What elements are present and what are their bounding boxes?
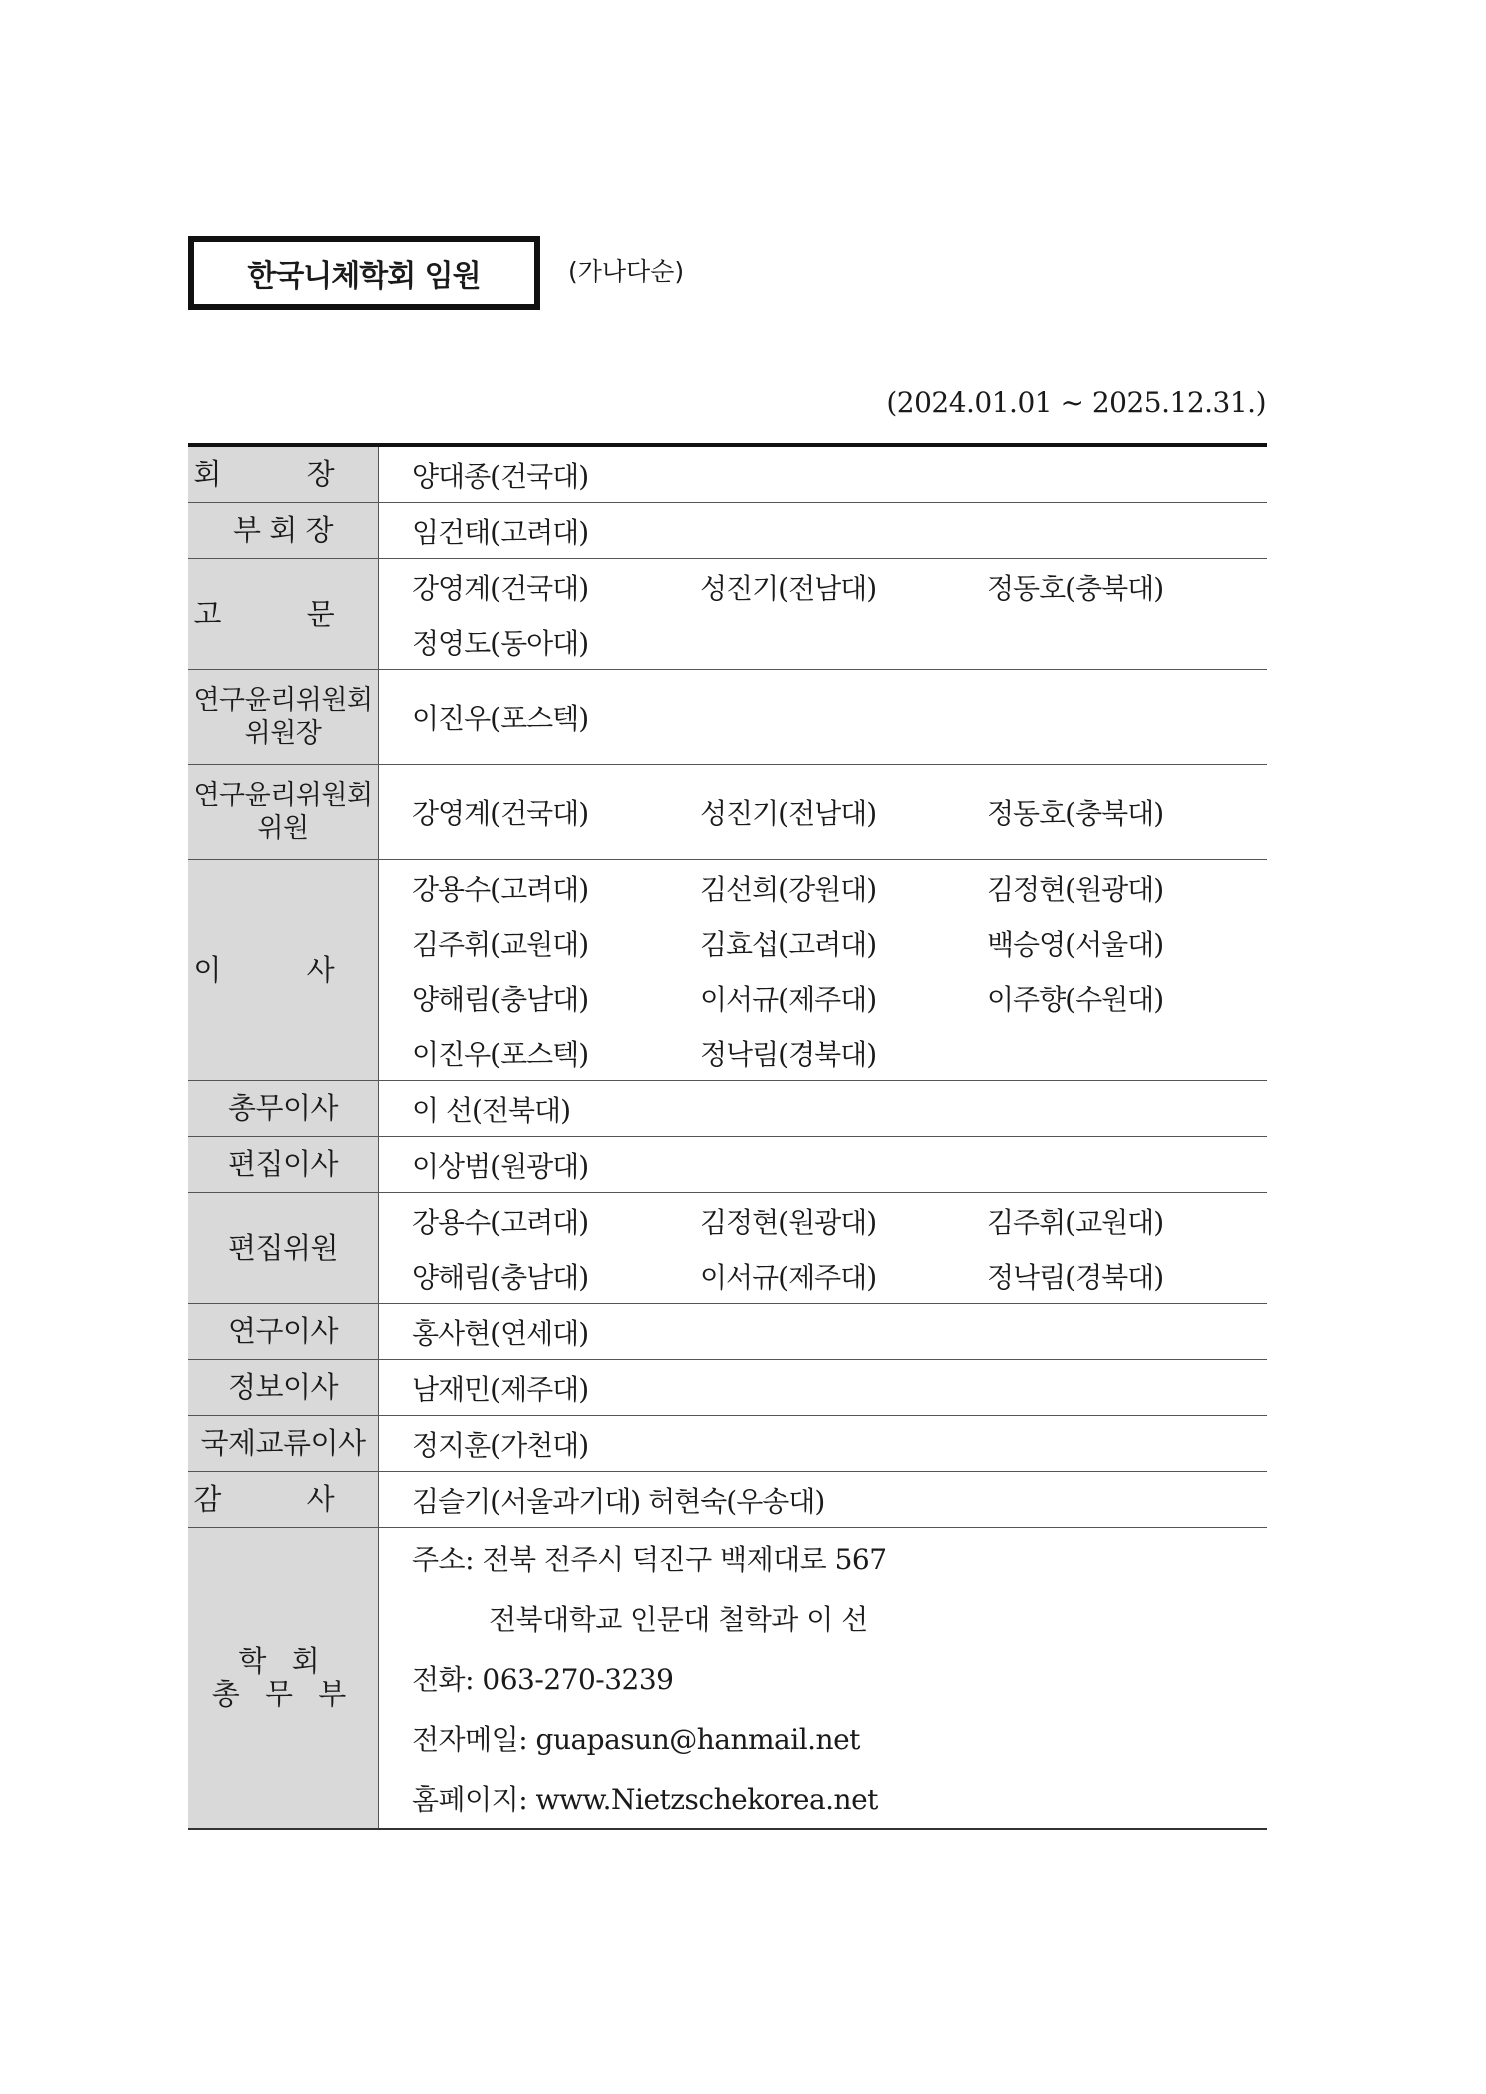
member-name: 김정현(원광대)	[987, 872, 1164, 906]
member-name: 강용수(고려대)	[412, 1205, 589, 1239]
member-name: 양해림(충남대)	[412, 982, 589, 1016]
role-label-text: 정보이사	[227, 1370, 339, 1404]
office-role-line: 총 무 부	[211, 1677, 355, 1711]
role-label-text: 총무이사	[227, 1091, 339, 1125]
office-address-line2: 전북대학교 인문대 철학과 이 선	[489, 1603, 868, 1636]
member-list	[379, 503, 1268, 559]
officer-row	[188, 445, 1267, 503]
officer-row	[188, 503, 1267, 559]
role-label	[188, 1081, 379, 1137]
member-name: 정영도(동아대)	[412, 626, 589, 660]
officer-row	[188, 1081, 1267, 1137]
member-list	[379, 1416, 1268, 1472]
member-name: 강영계(건국대)	[412, 571, 589, 605]
member-name: 정지훈(가천대)	[412, 1428, 589, 1462]
officer-row	[188, 1193, 1267, 1304]
member-name: 이상범(원광대)	[412, 1149, 589, 1183]
member-name: 이진우(포스텍)	[412, 1037, 589, 1071]
section-title	[188, 236, 540, 310]
member-list	[379, 1472, 1268, 1528]
role-label	[188, 1472, 379, 1528]
term-period: (2024.01.01 ~ 2025.12.31.)	[886, 386, 1266, 419]
member-list	[379, 1193, 1268, 1304]
role-label	[188, 1416, 379, 1472]
member-list	[379, 860, 1268, 1081]
officer-row	[188, 1304, 1267, 1360]
member-list	[379, 1081, 1268, 1137]
role-label	[188, 559, 379, 670]
order-note: (가나다순)	[568, 257, 685, 286]
role-label	[188, 765, 379, 860]
member-name: 성진기(전남대)	[700, 797, 877, 830]
officer-row	[188, 860, 1267, 1081]
member-list	[379, 559, 1268, 670]
officer-row	[188, 1360, 1267, 1416]
member-name: 성진기(전남대)	[700, 571, 877, 605]
member-name: 이서규(제주대)	[700, 982, 877, 1016]
office-contact	[379, 1528, 1268, 1830]
role-label-text: 회 장	[193, 457, 373, 491]
role-label	[188, 1360, 379, 1416]
member-name: 이주향(수원대)	[987, 982, 1164, 1016]
member-name: 홍사현(연세대)	[412, 1316, 589, 1350]
member-name: 김정현(원광대)	[700, 1205, 877, 1239]
office-row	[188, 1528, 1267, 1830]
officer-row	[188, 1416, 1267, 1472]
member-name: 이 선(전북대)	[412, 1093, 570, 1127]
office-address: 주소: 전북 전주시 덕진구 백제대로 567	[412, 1543, 887, 1576]
member-list	[379, 1360, 1268, 1416]
member-name: 양해림(충남대)	[412, 1260, 589, 1294]
office-role-label	[188, 1528, 379, 1830]
member-name: 강용수(고려대)	[412, 872, 589, 906]
role-label-text: 국제교류이사	[200, 1426, 366, 1460]
member-name: 이진우(포스텍)	[412, 702, 589, 735]
member-name: 김슬기(서울과기대) 허현숙(우송대)	[412, 1484, 825, 1518]
role-label-line: 연구윤리위원회	[193, 685, 373, 716]
officer-row	[188, 559, 1267, 670]
role-label-text: 감 사	[193, 1482, 373, 1516]
role-label-text: 고 문	[193, 596, 373, 631]
member-list	[379, 670, 1268, 765]
member-name: 백승영(서울대)	[987, 927, 1164, 961]
member-name: 이서규(제주대)	[700, 1260, 877, 1294]
member-name: 김주휘(교원대)	[412, 927, 589, 961]
member-name: 김주휘(교원대)	[987, 1205, 1164, 1239]
role-label-text: 편집위원	[227, 1230, 339, 1265]
member-list	[379, 1304, 1268, 1360]
role-label	[188, 860, 379, 1081]
member-name: 정낙림(경북대)	[987, 1260, 1164, 1294]
role-label-text: 이 사	[193, 952, 373, 987]
role-label-line: 위원	[257, 813, 309, 844]
member-name: 김효섭(고려대)	[700, 927, 877, 961]
role-label	[188, 1193, 379, 1304]
office-email: 전자메일: guapasun@hanmail.net	[412, 1723, 860, 1756]
role-label-text: 연구이사	[227, 1314, 339, 1348]
role-label-text: 부 회 장	[233, 513, 333, 547]
officers-table	[188, 443, 1267, 1830]
role-label-text: 편집이사	[227, 1147, 339, 1181]
role-label	[188, 1137, 379, 1193]
office-homepage: 홈페이지: www.Nietzschekorea.net	[412, 1783, 878, 1816]
role-label	[188, 670, 379, 765]
member-name: 양대종(건국대)	[412, 459, 589, 493]
member-name: 정낙림(경북대)	[700, 1037, 877, 1071]
office-role-line: 학 회	[238, 1644, 328, 1678]
officer-row	[188, 670, 1267, 765]
member-name: 정동호(충북대)	[987, 571, 1164, 605]
role-label-line: 위원장	[244, 718, 322, 749]
role-label	[188, 503, 379, 559]
member-name: 김선희(강원대)	[700, 872, 877, 906]
officer-row	[188, 1137, 1267, 1193]
member-list	[379, 445, 1268, 503]
role-label	[188, 445, 379, 503]
role-label-line: 연구윤리위원회	[193, 780, 373, 811]
officer-row	[188, 765, 1267, 860]
member-name: 강영계(건국대)	[412, 797, 589, 830]
office-phone: 전화: 063-270-3239	[412, 1663, 674, 1696]
officer-row	[188, 1472, 1267, 1528]
member-list	[379, 765, 1268, 860]
role-label	[188, 1304, 379, 1360]
member-name: 남재민(제주대)	[412, 1372, 589, 1406]
member-list	[379, 1137, 1268, 1193]
member-name: 임건태(고려대)	[412, 515, 589, 549]
member-name: 정동호(충북대)	[987, 797, 1164, 830]
section-title-text: 한국니체학회 임원	[247, 259, 481, 294]
